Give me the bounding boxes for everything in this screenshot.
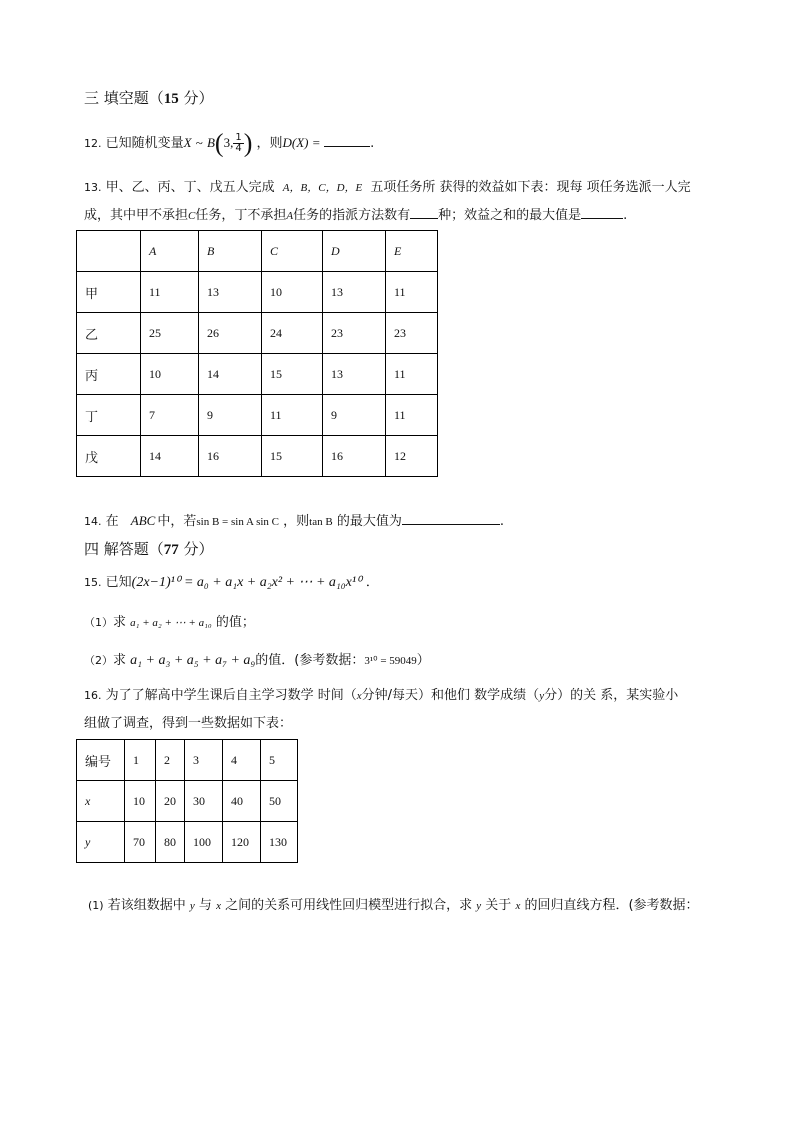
table-header-cell: A bbox=[141, 231, 199, 272]
table-cell: 11 bbox=[141, 272, 199, 313]
reference-value: 3¹⁰ = 59049 bbox=[364, 655, 417, 667]
table-cell: 80 bbox=[156, 822, 185, 863]
fraction-numerator: 1 bbox=[235, 132, 242, 143]
table-cell: 23 bbox=[386, 313, 438, 354]
table-cell: 9 bbox=[199, 395, 262, 436]
table-cell: 5 bbox=[261, 740, 298, 781]
question-text: ，则 bbox=[256, 136, 283, 151]
param-n: 3, bbox=[223, 135, 234, 150]
answer-blank[interactable] bbox=[402, 512, 500, 525]
table-cell: 13 bbox=[323, 354, 386, 395]
section-3-title bbox=[84, 88, 214, 109]
row-label: 甲 bbox=[77, 272, 141, 313]
part-label: （2） bbox=[84, 654, 113, 667]
table-cell: 120 bbox=[223, 822, 261, 863]
table-cell: 100 bbox=[185, 822, 223, 863]
question-text: 在 bbox=[105, 514, 119, 529]
table-cell: 10 bbox=[125, 781, 156, 822]
sum-expression: a₁ + a₂ + ⋯ + a₁₀ bbox=[130, 617, 212, 629]
question-text: 种；效益之和的最大值是 bbox=[438, 208, 582, 223]
row-label: 编号 bbox=[77, 740, 125, 781]
question-text: 分）的关 系，某实验小 bbox=[544, 688, 679, 703]
question-number: 12. bbox=[84, 137, 102, 150]
table-row bbox=[77, 436, 438, 477]
var-x: x bbox=[216, 900, 221, 912]
table-cell: 13 bbox=[199, 272, 262, 313]
question-text: 甲、乙、丙、丁、戊五人完成 bbox=[105, 180, 275, 195]
table-cell: 11 bbox=[262, 395, 323, 436]
table-cell: 25 bbox=[141, 313, 199, 354]
table-cell: 10 bbox=[141, 354, 199, 395]
question-text: 为了了解高中学生课后自主学习数学 时间（ bbox=[105, 688, 357, 703]
question-text: 的值； bbox=[215, 615, 255, 630]
table-cell: 11 bbox=[386, 354, 438, 395]
table-cell: 24 bbox=[262, 313, 323, 354]
section-4-title bbox=[84, 539, 214, 560]
table-header-cell: D bbox=[323, 231, 386, 272]
var-b: B bbox=[206, 135, 215, 150]
table-row bbox=[77, 272, 438, 313]
table-cell: 23 bbox=[323, 313, 386, 354]
section-unit: 分） bbox=[178, 540, 214, 558]
table-cell: 3 bbox=[185, 740, 223, 781]
table-cell: 7 bbox=[141, 395, 199, 436]
table-header-cell: B bbox=[199, 231, 262, 272]
left-paren: ( bbox=[214, 128, 224, 158]
table-cell: 13 bbox=[323, 272, 386, 313]
table-cell: 20 bbox=[156, 781, 185, 822]
table-cell: 130 bbox=[261, 822, 298, 863]
question-text: 若该组数据中 bbox=[107, 898, 186, 913]
table-cell: 26 bbox=[199, 313, 262, 354]
answer-blank[interactable] bbox=[324, 134, 370, 147]
question-16-line-1 bbox=[84, 686, 678, 706]
var-c: C bbox=[188, 210, 196, 222]
question-text: 已知随机变量 bbox=[105, 136, 184, 151]
question-text: 求 bbox=[113, 653, 127, 668]
table-cell: 2 bbox=[156, 740, 185, 781]
table-header-cell: E bbox=[386, 231, 438, 272]
question-text: ，则 bbox=[283, 514, 310, 529]
odd-sum-expression: a₁ + a₃ + a₅ + a₇ + a₉ bbox=[130, 653, 256, 668]
question-text: 的回归直线方程．(参考数据： bbox=[524, 898, 699, 913]
table-row bbox=[77, 740, 298, 781]
table-cell: 11 bbox=[386, 272, 438, 313]
answer-blank-2[interactable] bbox=[581, 206, 623, 219]
var-y: y bbox=[189, 900, 195, 912]
table-cell: 16 bbox=[323, 436, 386, 477]
table-cell: 9 bbox=[323, 395, 386, 436]
question-text: 组做了调查，得到一些数据如下表： bbox=[84, 716, 293, 731]
row-label: 戊 bbox=[77, 436, 141, 477]
question-13-line-1 bbox=[84, 178, 691, 198]
question-16-line-2 bbox=[84, 714, 292, 734]
question-12 bbox=[84, 128, 375, 158]
question-15-part-1 bbox=[84, 613, 255, 633]
benefit-table bbox=[76, 230, 438, 477]
question-text: 已知 bbox=[105, 575, 132, 590]
table-cell: 12 bbox=[386, 436, 438, 477]
part-label: （1） bbox=[84, 616, 113, 629]
sim-symbol: ~ bbox=[195, 135, 203, 150]
right-paren: ) bbox=[243, 128, 253, 158]
period: . bbox=[499, 514, 504, 529]
question-number: 15. bbox=[84, 576, 102, 589]
data-table bbox=[76, 739, 298, 863]
var-dx: D(X) bbox=[282, 135, 309, 150]
question-text: 五项任务所 获得的效益如下表：现每 项任务选派一人完 bbox=[370, 180, 691, 195]
equals-sign: = bbox=[312, 135, 320, 150]
table-cell: 15 bbox=[262, 354, 323, 395]
table-cell bbox=[77, 231, 141, 272]
question-text: 分钟/每天）和他们 数学成绩（ bbox=[361, 688, 540, 703]
equation: sin B = sin A sin C bbox=[196, 516, 279, 528]
fraction-denominator: 4 bbox=[235, 143, 242, 154]
table-cell: 16 bbox=[199, 436, 262, 477]
tan-b: tan B bbox=[309, 516, 333, 528]
section-title-text: 三 填空题（ bbox=[84, 89, 164, 107]
question-text: 成，其中甲不承担 bbox=[84, 208, 189, 223]
triangle-abc: ABC bbox=[130, 513, 156, 528]
question-text: 任务，丁不承担 bbox=[195, 208, 287, 223]
question-text: 任务的指派方法数有 bbox=[293, 208, 411, 223]
question-text: 求 bbox=[113, 615, 127, 630]
table-row bbox=[77, 313, 438, 354]
row-label: y bbox=[77, 822, 125, 863]
table-cell: 10 bbox=[262, 272, 323, 313]
table-cell: 40 bbox=[223, 781, 261, 822]
question-13-line-2 bbox=[84, 206, 627, 226]
var-y: y bbox=[476, 900, 482, 912]
table-cell: 15 bbox=[262, 436, 323, 477]
var-a: A bbox=[286, 210, 294, 222]
section-score: 15 bbox=[163, 91, 179, 107]
table-row bbox=[77, 395, 438, 436]
row-label: 乙 bbox=[77, 313, 141, 354]
table-row bbox=[77, 781, 298, 822]
task-list: A，B，C，D，E bbox=[282, 182, 363, 194]
part-label: (1) bbox=[88, 899, 104, 912]
table-header-row bbox=[77, 231, 438, 272]
question-15-part-2 bbox=[84, 651, 430, 671]
answer-blank-1[interactable] bbox=[410, 206, 438, 219]
var-x: X bbox=[183, 135, 192, 150]
period: . bbox=[623, 208, 628, 223]
question-text: 的最大值为 bbox=[336, 514, 402, 529]
table-row bbox=[77, 822, 298, 863]
var-x: x bbox=[515, 900, 521, 912]
var-y: y bbox=[539, 690, 545, 702]
question-16-part-1 bbox=[88, 896, 699, 916]
question-number: 13. bbox=[84, 181, 102, 194]
period: . bbox=[370, 136, 375, 151]
question-15 bbox=[84, 573, 379, 593]
table-cell: 50 bbox=[261, 781, 298, 822]
section-title-text: 四 解答题（ bbox=[84, 540, 164, 558]
var-x: x bbox=[356, 690, 362, 702]
question-number: 14. bbox=[84, 515, 102, 528]
table-row bbox=[77, 354, 438, 395]
period: ． bbox=[365, 575, 379, 590]
table-cell: 14 bbox=[199, 354, 262, 395]
binomial-expansion: (2x−1)¹⁰ = a₀ + a₁x + a₂x² + ⋯ + a₁₀x¹⁰ bbox=[131, 575, 362, 590]
table-cell: 1 bbox=[125, 740, 156, 781]
table-cell: 70 bbox=[125, 822, 156, 863]
table-cell: 4 bbox=[223, 740, 261, 781]
question-text: 关于 bbox=[485, 898, 512, 913]
question-text: 中，若 bbox=[157, 514, 197, 529]
question-number: 16. bbox=[84, 689, 102, 702]
table-cell: 30 bbox=[185, 781, 223, 822]
question-text: 与 bbox=[198, 898, 212, 913]
section-score: 77 bbox=[163, 542, 179, 558]
table-header-cell: C bbox=[262, 231, 323, 272]
close-paren: ） bbox=[416, 653, 430, 668]
question-14 bbox=[84, 511, 504, 532]
table-cell: 11 bbox=[386, 395, 438, 436]
row-label: 丙 bbox=[77, 354, 141, 395]
table-cell: 14 bbox=[141, 436, 199, 477]
question-text: 的值．(参考数据： bbox=[255, 653, 365, 668]
question-text: 之间的关系可用线性回归模型进行拟合，求 bbox=[225, 898, 473, 913]
row-label: 丁 bbox=[77, 395, 141, 436]
section-unit: 分） bbox=[178, 89, 214, 107]
fraction bbox=[233, 133, 243, 154]
row-label: x bbox=[77, 781, 125, 822]
